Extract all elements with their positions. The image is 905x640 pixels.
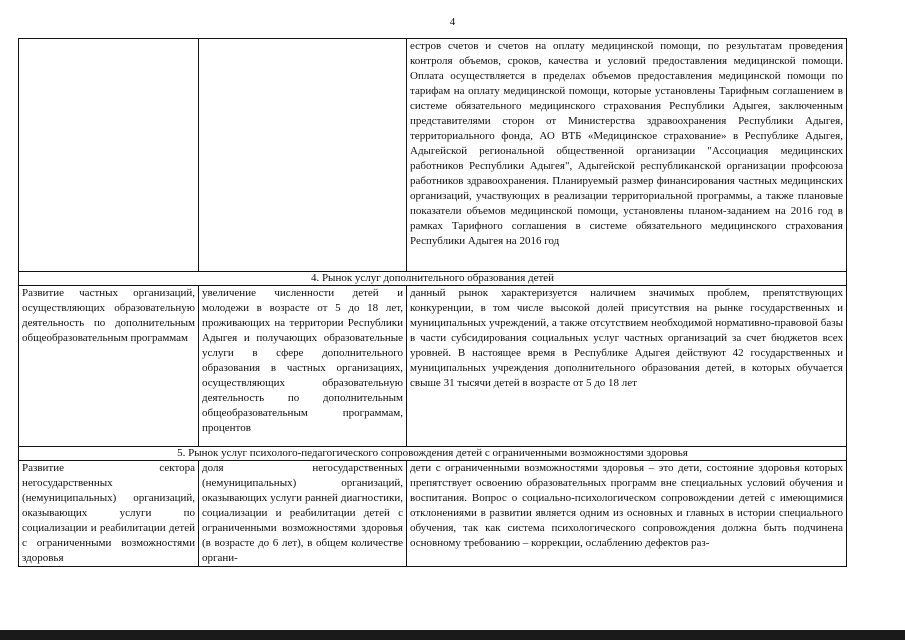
page-number: 4 [449,16,456,28]
indicator-cell: доля негосударственных (немуниципальных) организаций, оказывающих услуги ранней диагностики, социализации и реабилитации детей с ограниченными возможностями здоровья (в возрасте до 6 лет), в общем количестве органи- [199,461,407,567]
description-cell: дети с ограниченными возможностями здоровья – это дети, состояние здоровья которых препятствует освоению образовательных программ вне специальных условий обучения и воспитания. Вопрос о социально-психологическом сопровождении детей с имеющимися отклонениями в развитии является одним из основных и главных в истории специального обучения, так как система психологического сопровождения должна быть подчинена основному требованию – коррекции, ослаблению дефектов раз- [407,461,847,567]
description-cell: естров счетов и счетов на оплату медицинской помощи, по результатам проведения контроля объемов, сроков, качества и условий предоставления медицинской помощи. Оплата осуществляется в пределах объемов предоставления медицинской помощи по тарифам на оплату медицинской помощи, которые установлены Тарифным соглашением в системе обязательного медицинского страхования Республики Адыгея, заключенным представителями сторон от Министерства здравоохранения Республики Адыгея, территориального фонда, АО ВТБ «Медицинское страхование» в Республике Адыгея, Адыгейской региональной общественной организации "Ассоциация медицинских работников Республики Адыгея", Адыгейской республиканской организации профсоюза работников здравоохранения. Планируемый размер финансирования частных медицинских организаций, участвующих в реализации территориальной программы, а также плановые показатели объемов медицинской помощи, установлены планом-заданием на 2016 год в рамках Тарифного соглашения в системе обязательного медицинского страхования Республики Адыгея на 2016 год [407,39,847,272]
section-header-row [19,447,847,461]
table-row [19,461,847,567]
description-cell: данный рынок характеризуется наличием значимых проблем, препятствующих конкуренции, в том числе высокой долей присутствия на рынке государственных и муниципальных учреждений, а также отсутствием необходимой нормативно-правовой базы в части субсидирования социальных услуг частных организаций за счет бюджетов всех уровней. В настоящее время в Республике Адыгея действуют 42 государственных и муниципальных учреждения дополнительного образования детей, в которых обучается свыше 31 тысячи детей в возрасте от 5 до 18 лет [407,286,847,447]
goal-cell: Развитие сектора негосударственных (немуниципальных) организаций, оказывающих услуги по социализации и реабилитации детей с ограниченными возможностями здоровья [19,461,199,567]
indicator-cell: увеличение численности детей и молодежи в возрасте от 5 до 18 лет, проживающих на территории Республики Адыгея и получающих образовательные услуги в сфере дополнительного образования в частных организациях, осуществляющих образовательную деятельность по дополнительным общеобразовательным программам, процентов [199,286,407,447]
goal-cell: Развитие частных организаций, осуществляющих образовательную деятельность по дополнительным общеобразовательным программам [19,286,199,447]
table-row [19,286,847,447]
scan-edge-bar [0,630,905,640]
goal-cell [19,39,199,272]
section-title: 5. Рынок услуг психолого-педагогического сопровождения детей с ограниченными возможностями здоровья [19,447,847,461]
document-table [18,38,847,567]
section-title: 4. Рынок услуг дополнительного образования детей [19,272,847,286]
table-row [19,39,847,272]
section-header-row [19,272,847,286]
indicator-cell [199,39,407,272]
